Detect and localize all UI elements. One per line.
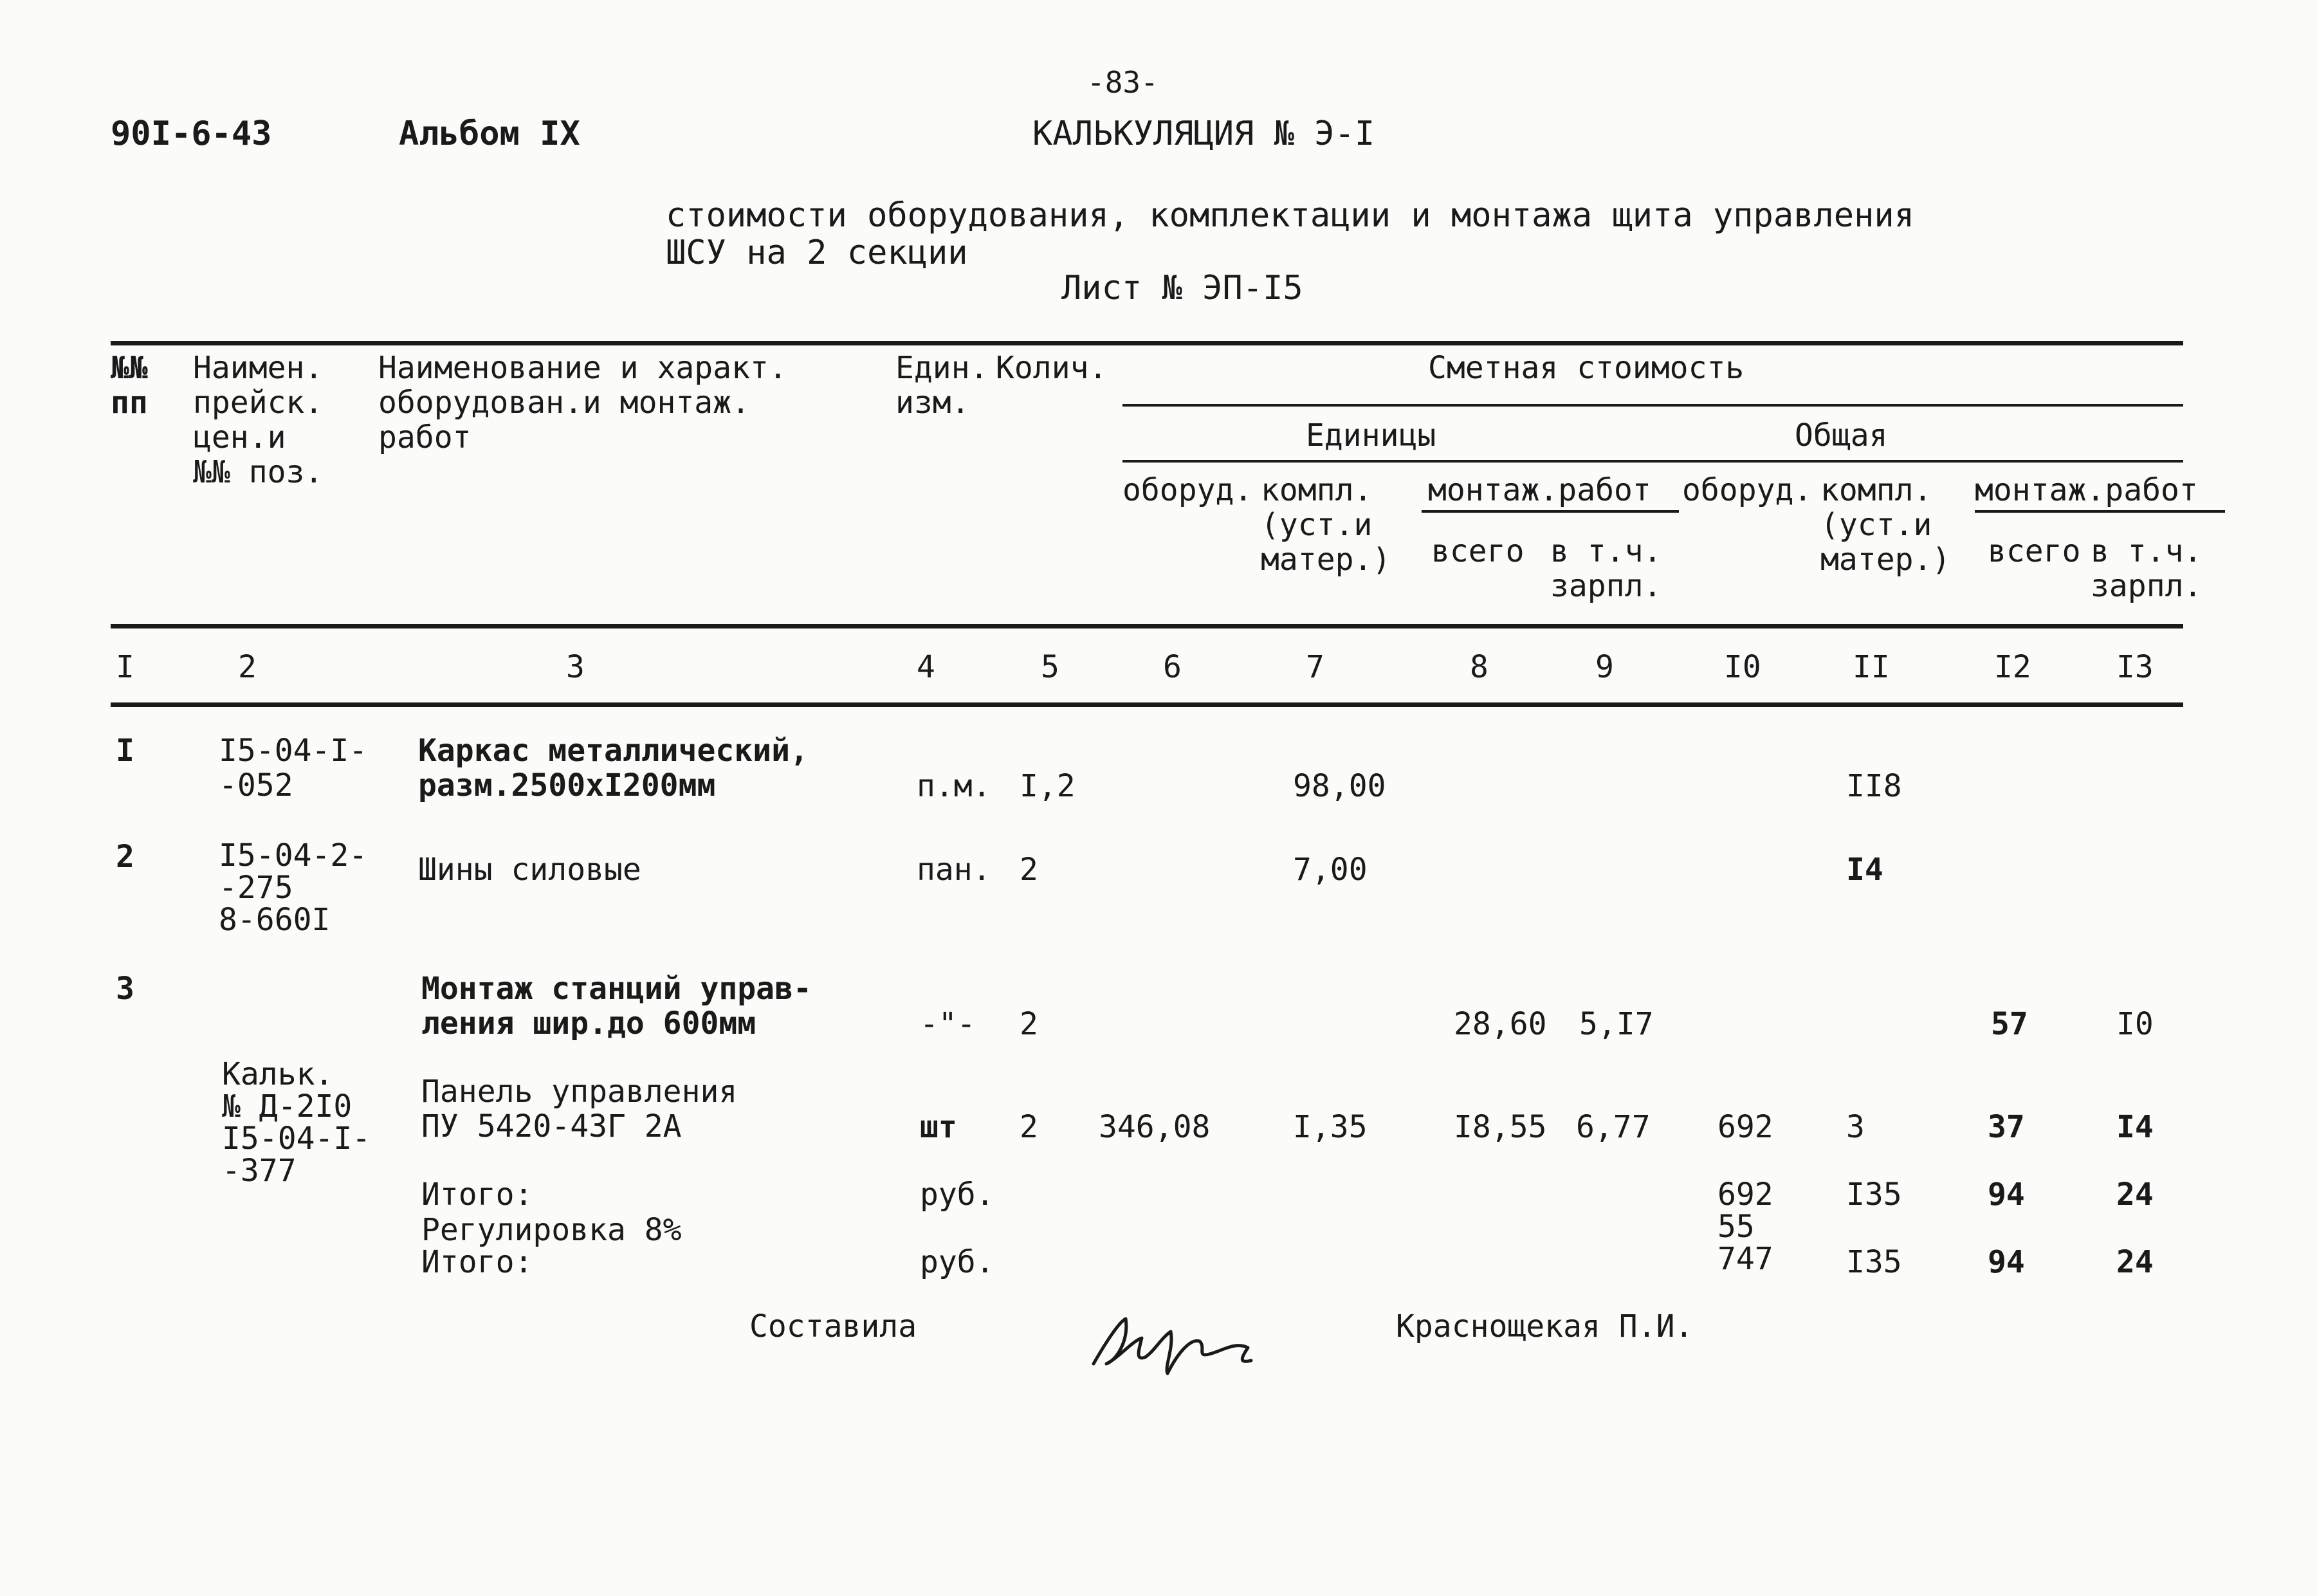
header-price-code: Наимен. прейск. цен.и №№ поз. (193, 350, 324, 490)
row-equip-unit: 346,08 (1099, 1109, 1211, 1145)
header-equip-total: оборуд. (1682, 472, 1813, 508)
header-mount-unit: монтаж.работ (1428, 472, 1651, 508)
row-number: 2 (116, 839, 134, 875)
page-number: -83- (1087, 65, 1158, 100)
column-number: 9 (1595, 649, 1614, 685)
column-number: II (1853, 649, 1890, 685)
row-mount-incl-total: I0 (2116, 1006, 2154, 1042)
grand-total-unit: руб. (920, 1244, 994, 1280)
row-compl-total: II8 (1846, 768, 1902, 804)
album-label: Альбом IX (399, 115, 580, 153)
header-mount-total: монтаж.работ (1975, 472, 2198, 508)
document-title: КАЛЬКУЛЯЦИЯ № Э-I (1032, 115, 1375, 153)
mount-rule-unit (1422, 510, 1679, 513)
table-top-rule (111, 341, 2183, 345)
row-compl-unit: 7,00 (1293, 852, 1368, 888)
header-row-number: №№ пп (111, 350, 148, 421)
adjustment-label: Регулировка 8% (421, 1212, 682, 1248)
row-quantity: 2 (1020, 852, 1038, 888)
row-number: I (116, 733, 134, 769)
row-mount-all-total: 37 (1988, 1109, 2025, 1145)
header-bottom-rule (111, 624, 2183, 628)
column-number: 8 (1470, 649, 1488, 685)
row-quantity: I,2 (1020, 768, 1076, 804)
row-mount-incl-total: I4 (2116, 1109, 2154, 1145)
row-unit: шт (920, 1109, 957, 1145)
header-unit: Един. изм. (895, 350, 989, 421)
totals-label: Итого: (421, 1177, 533, 1213)
mount-rule-total (1975, 510, 2225, 513)
row-mount-all-unit: I8,55 (1454, 1109, 1547, 1145)
totals-unit: руб. (920, 1177, 994, 1213)
subtitle-line-1: стоимости оборудования, комплектации и монтажа щита управления (666, 196, 1915, 235)
row-mount-all-unit: 28,60 (1454, 1006, 1547, 1042)
row-compl-unit: 98,00 (1293, 768, 1386, 804)
row-item-name: Шины силовые (418, 852, 641, 888)
row-mount-all-total: 57 (1991, 1006, 2028, 1042)
column-number: 6 (1163, 649, 1182, 685)
row-price-code: I5-04-I- -052 (219, 733, 368, 803)
header-all-total: всего (1988, 533, 2081, 569)
column-number: I0 (1724, 649, 1761, 685)
series-code: 90I-6-43 (111, 115, 272, 153)
totals-compl: I35 (1846, 1177, 1902, 1213)
row-unit: пан. (917, 852, 991, 888)
column-numbers-rule (111, 702, 2183, 707)
header-incl-total: в т.ч. зарпл. (2091, 533, 2203, 604)
sheet-number: Лист № ЭП-I5 (1061, 269, 1303, 307)
totals-mount-incl: 24 (2116, 1177, 2154, 1213)
row-compl-total: I4 (1846, 852, 1883, 888)
grand-total-mount-incl: 24 (2116, 1244, 2154, 1280)
column-number: I2 (1994, 649, 2031, 685)
handwritten-signature (1081, 1303, 1287, 1386)
estimate-rule (1122, 404, 2183, 407)
column-number: 3 (566, 649, 585, 685)
column-number: 4 (917, 649, 935, 685)
header-quantity: Колич. (996, 350, 1108, 386)
row-number: 3 (116, 971, 134, 1007)
header-estimate: Сметная стоимость (1428, 350, 1745, 386)
totals-equip: 692 (1717, 1177, 1773, 1213)
header-equip-unit: оборуд. (1122, 472, 1253, 508)
header-compl-total: компл. (уст.и матер.) (1820, 472, 1951, 578)
header-all-unit: всего (1431, 533, 1525, 569)
row-unit: п.м. (917, 768, 991, 804)
column-number: 5 (1041, 649, 1059, 685)
header-incl-unit: в т.ч. зарпл. (1550, 533, 1662, 604)
totals-mount-all: 94 (1988, 1177, 2025, 1213)
row-unit: -"- (920, 1006, 976, 1042)
unit-total-rule (1122, 460, 2183, 463)
subtitle-line-2: ШСУ на 2 секции (666, 234, 968, 272)
column-number: 2 (238, 649, 257, 685)
row-compl-unit: I,35 (1293, 1109, 1368, 1145)
grand-total-label: Итого: (421, 1244, 533, 1280)
grand-total-compl: I35 (1846, 1244, 1902, 1280)
column-number: I3 (2116, 649, 2154, 685)
header-total-cost: Общая (1795, 417, 1888, 454)
row-mount-incl-unit: 5,I7 (1579, 1006, 1654, 1042)
row-equip-total: 692 (1717, 1109, 1773, 1145)
row-price-code: I5-04-2- -275 8-660I (219, 838, 368, 938)
header-unit-cost: Единицы (1306, 417, 1436, 454)
row-mount-incl-unit: 6,77 (1576, 1109, 1651, 1145)
row-item-name: Каркас металлический, разм.2500хI200мм (418, 733, 809, 803)
row-quantity: 2 (1020, 1109, 1038, 1145)
row-compl-total: 3 (1846, 1109, 1865, 1145)
header-item-name: Наименование и характ. оборудован.и монтаж. работ (378, 350, 787, 455)
row-quantity: 2 (1020, 1006, 1038, 1042)
grand-total-mount-all: 94 (1988, 1244, 2025, 1280)
grand-total-equip: 747 (1717, 1241, 1773, 1277)
row-price-code: Кальк. № Д-2I0 I5-04-I- -377 (222, 1056, 371, 1189)
row-item-name: Монтаж станций управ- ления шир.до 600мм (421, 971, 812, 1041)
row-item-name: Панель управления ПУ 5420-43Г 2А (421, 1074, 738, 1144)
compiled-by-label: Составила (749, 1308, 917, 1344)
compiler-name: Краснощекая П.И. (1396, 1308, 1694, 1344)
column-number: 7 (1306, 649, 1324, 685)
header-compl-unit: компл. (уст.и матер.) (1261, 472, 1391, 578)
column-number: I (116, 649, 134, 685)
adjustment-equip: 55 (1717, 1209, 1755, 1245)
